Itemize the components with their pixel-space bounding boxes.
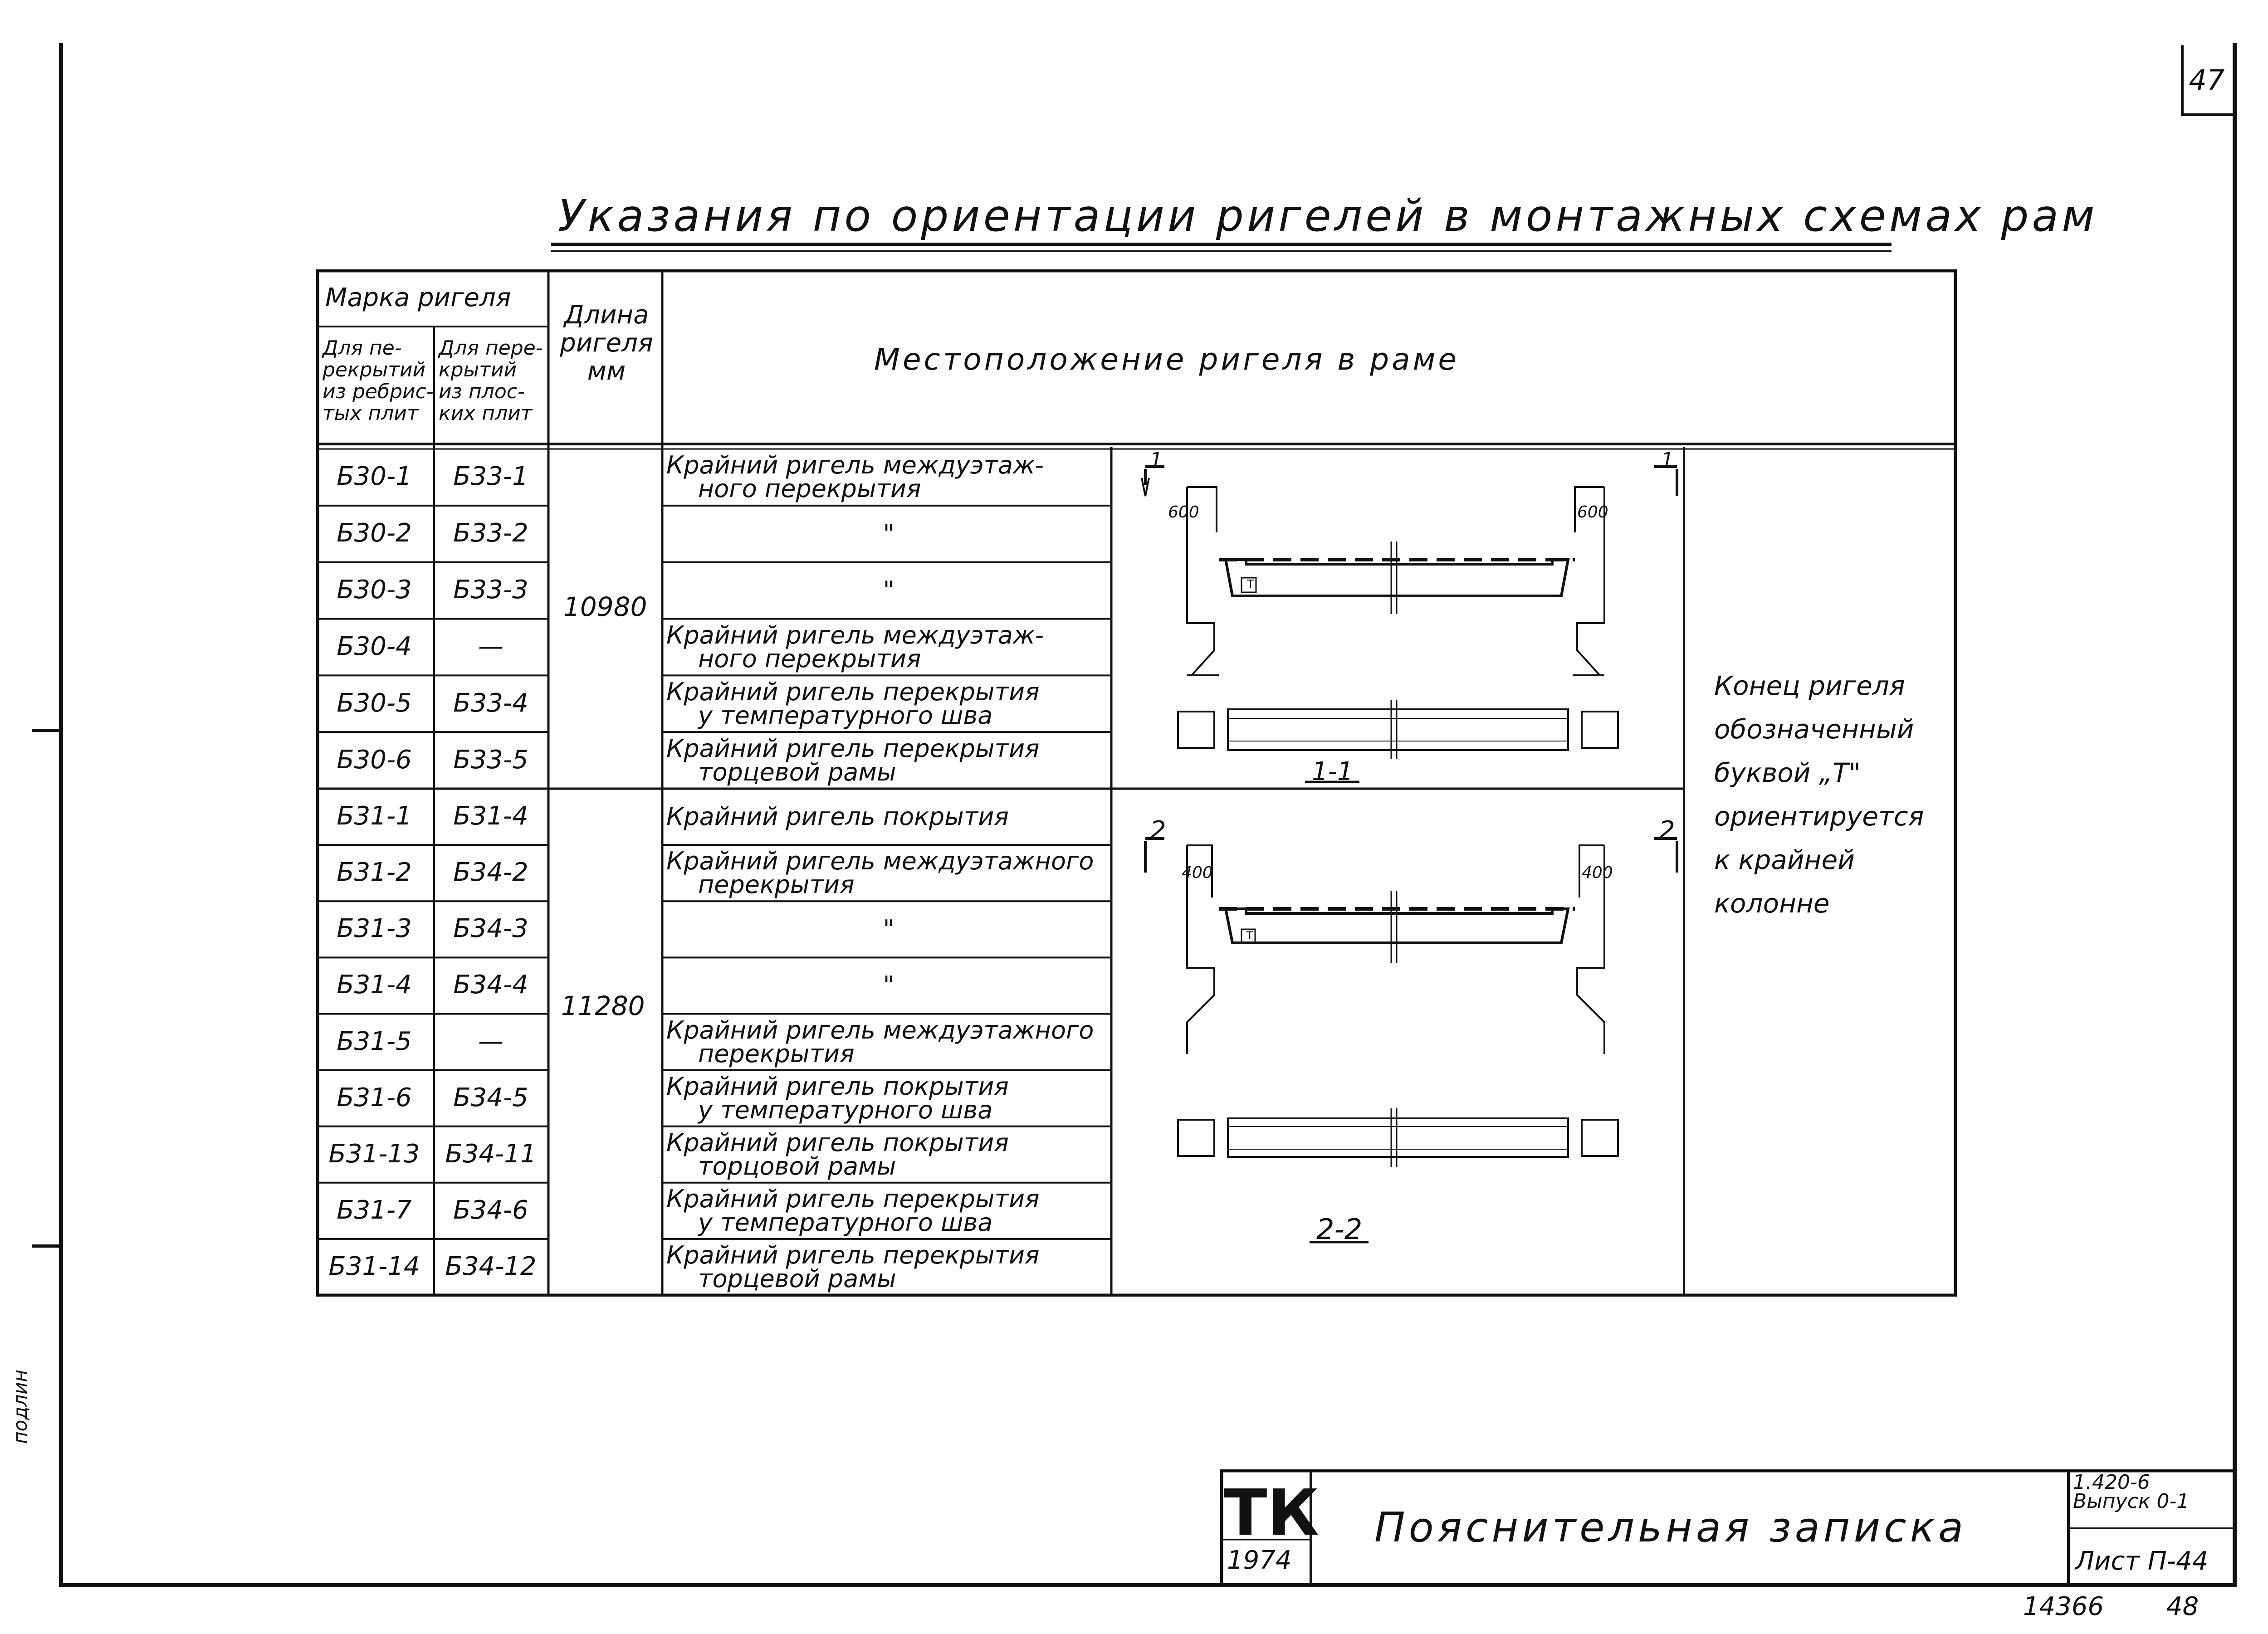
location-description: Крайний ригель покрытия у температурного шва — [666, 1072, 1009, 1124]
location-description: Крайний ригель перекрытия у температурного шва — [666, 677, 1040, 730]
section-label-1-1: 1-1 — [1312, 757, 1354, 786]
table-grid — [316, 269, 1957, 1297]
header-mark-group: Марка ригеля — [325, 283, 511, 312]
drawing-frame-left — [59, 43, 63, 1587]
end-mark-t: Т — [1247, 578, 1254, 591]
edge-tick — [32, 729, 59, 732]
document-title: Пояснительная записка — [1374, 1504, 1967, 1551]
section-mark: 2 — [1659, 816, 1675, 845]
section-mark: 1 — [1150, 449, 1163, 472]
dimension-label: 400 — [1582, 863, 1613, 882]
mark-ribbed: Б31-6 — [337, 1083, 412, 1112]
header-col-ribbed: Для пе- рекрытий из ребрис- тых плит — [323, 337, 434, 425]
footer-numbers: 14366 48 — [2023, 1592, 2199, 1621]
location-description: Крайний ригель междуэтажного перекрытия — [666, 1015, 1094, 1068]
edge-tick — [32, 1244, 59, 1248]
length-group-1: 10980 — [563, 591, 647, 622]
dimension-label: 400 — [1182, 863, 1213, 882]
location-description: Крайний ригель междуэтажного перекрытия — [666, 847, 1094, 899]
location-description: Крайний ригель перекрытия у температурного шва — [666, 1184, 1040, 1237]
mark-ribbed: Б31-2 — [337, 858, 412, 888]
header-length: Длина ригеля мм — [560, 300, 653, 386]
header-location: Местоположение ригеля в раме — [874, 342, 1459, 377]
orientation-note: Конец ригеля обозначенный буквой „Т" ориентируется к крайней колонне — [1714, 670, 1924, 919]
mark-hollow: Б34-11 — [445, 1139, 537, 1169]
mark-hollow: Б34-3 — [453, 914, 528, 944]
mark-hollow: Б34-5 — [453, 1083, 528, 1112]
section-mark: 2 — [1150, 816, 1166, 845]
location-description: Крайний ригель перекрытия торцевой рамы — [666, 1240, 1040, 1293]
mark-hollow: Б33-3 — [453, 575, 528, 605]
mark-hollow: Б34-6 — [453, 1195, 528, 1225]
mark-ribbed: Б31-7 — [337, 1195, 412, 1225]
mark-hollow: Б31-4 — [453, 801, 528, 831]
mark-hollow: Б34-4 — [453, 970, 528, 1000]
end-mark-t: Т — [1246, 929, 1253, 942]
section-2-2-drawing — [1145, 839, 1677, 1242]
length-group-2: 11280 — [561, 990, 645, 1021]
mark-ribbed: Б30-3 — [337, 575, 412, 605]
mark-ribbed: Б31-1 — [337, 801, 412, 831]
title-block-year: 1974 — [1227, 1546, 1292, 1575]
mark-hollow: Б34-12 — [445, 1251, 537, 1281]
mark-ribbed: Б31-3 — [337, 914, 412, 944]
mark-ribbed: Б31-4 — [337, 970, 412, 1000]
section-label-2-2: 2-2 — [1316, 1213, 1363, 1246]
sheet-number: 47 — [2189, 63, 2225, 97]
location-description: Крайний ригель междуэтаж- ного перекрытия — [666, 451, 1044, 503]
dimension-label: 600 — [1577, 503, 1608, 522]
mark-hollow: Б33-5 — [453, 745, 528, 775]
orientation-table — [316, 269, 1957, 1297]
mark-hollow: Б34-2 — [453, 858, 528, 888]
mark-ribbed: Б31-13 — [328, 1139, 420, 1169]
location-description: Крайний ригель перекрытия торцевой рамы — [666, 734, 1040, 786]
mark-ribbed: Б30-5 — [337, 688, 412, 718]
dimension-label: 600 — [1168, 503, 1199, 522]
location-description: Крайний ригель междуэтаж- ного перекрытия — [666, 620, 1044, 673]
mark-hollow: Б33-4 — [453, 688, 528, 718]
left-edge-stamp: подлин — [9, 1370, 31, 1444]
mark-hollow: — — [478, 1026, 503, 1056]
mark-ribbed: Б30-1 — [337, 462, 412, 492]
location-description: " — [883, 576, 894, 605]
mark-ribbed: Б30-6 — [337, 745, 412, 775]
title-underline — [551, 250, 1892, 252]
sheet-label: Лист П-44 — [2075, 1546, 2209, 1576]
mark-hollow: Б33-2 — [453, 518, 528, 548]
mark-ribbed: Б31-14 — [328, 1251, 420, 1281]
header-col-hollow: Для пере- крытий из плос- ких плит — [439, 337, 543, 425]
title-underline — [551, 243, 1892, 246]
location-description: " — [883, 971, 894, 1000]
mark-hollow: Б33-1 — [453, 462, 528, 492]
location-description: " — [883, 915, 894, 944]
mark-ribbed: Б31-5 — [337, 1026, 412, 1056]
section-mark: 1 — [1661, 449, 1674, 472]
mark-hollow: — — [478, 631, 503, 661]
organization-logo: ТК — [1224, 1476, 1319, 1550]
mark-ribbed: Б30-2 — [337, 518, 412, 548]
location-description: Крайний ригель покрытия — [666, 802, 1009, 831]
series-code: 1.420-6 Выпуск 0-1 — [2073, 1471, 2190, 1513]
page-title: Указания по ориентации ригелей в монтажных схемах рам — [558, 190, 2098, 241]
location-description: Крайний ригель покрытия торцовой рамы — [666, 1128, 1009, 1180]
location-description: " — [883, 519, 894, 548]
drawing-frame-right — [2233, 43, 2237, 1587]
mark-ribbed: Б30-4 — [337, 631, 412, 661]
